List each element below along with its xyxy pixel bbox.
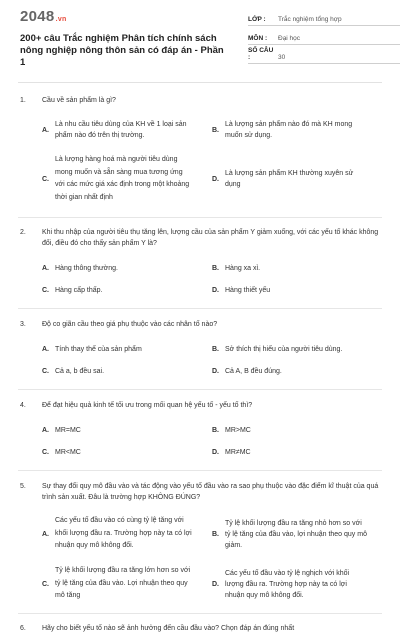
question-divider	[18, 613, 382, 614]
meta-panel	[248, 10, 400, 67]
option-text: Hàng thông thường.	[55, 264, 118, 272]
option-letter: C.	[42, 286, 49, 294]
option-text: Tính thay thế của sản phẩm	[55, 345, 142, 353]
question-divider	[18, 470, 382, 471]
page-title: 200+ câu Trắc nghiệm Phân tích chính sách nông nghiệp nông thôn sản có đáp án - Phần 1	[20, 33, 224, 68]
option-text: Hàng thiết yếu	[225, 286, 271, 294]
option-c[interactable]	[42, 441, 212, 463]
option-letter: A.	[42, 264, 49, 272]
option-letter: B.	[212, 264, 219, 272]
option-text: Các yếu tố đầu vào có cùng tỷ lệ tăng với khối lượng đầu ra. Trường hợp này ta có lợi nhuận quy mô không đổi.	[55, 517, 192, 550]
option-a[interactable]	[42, 257, 212, 279]
question-divider	[18, 389, 382, 390]
option-letter: A.	[42, 426, 49, 434]
option-d[interactable]	[212, 441, 382, 463]
question-divider	[18, 308, 382, 309]
option-letter: C.	[42, 448, 49, 456]
option-a[interactable]	[42, 338, 212, 360]
meta-key-class: LỚP :	[248, 16, 266, 23]
option-letter: C.	[42, 175, 49, 183]
option-b[interactable]	[212, 115, 382, 145]
option-letter: A.	[42, 530, 49, 538]
option-b[interactable]	[212, 257, 382, 279]
option-c[interactable]	[42, 360, 212, 382]
option-letter: D.	[212, 286, 219, 294]
question-stem: Cầu về sản phẩm là gì?	[42, 97, 116, 104]
option-text: Hàng cấp thấp.	[55, 286, 103, 294]
question-2	[20, 227, 382, 301]
logo-text: 2048	[20, 8, 55, 25]
option-text: MR=MC	[55, 426, 81, 434]
option-a[interactable]	[42, 511, 212, 557]
option-text: Sở thích thị hiếu của người tiêu dùng.	[225, 345, 343, 353]
option-letter: B.	[212, 530, 219, 538]
option-text: Là lượng hàng hoá mà người tiêu dùng mong muốn và sẵn sàng mua tương ứng với các mức giá xác định trong một khoảng thời gian nhất định	[55, 156, 190, 201]
question-stem: Sự thay đổi quy mô đầu vào và tác động vào yếu tố đầu vào ra sao phụ thuộc vào đặc điểm kĩ thuật của quá trình sản xuất. Đâu là trường hợp KHÔNG ĐÚNG?	[42, 483, 379, 501]
header-divider	[18, 82, 382, 83]
option-text: Cả A, B đều đúng.	[225, 367, 282, 375]
options-grid	[42, 257, 382, 301]
option-letter: B.	[212, 426, 219, 434]
question-6	[20, 623, 382, 634]
meta-key-subject: MÔN :	[248, 35, 268, 42]
question-4	[20, 400, 382, 463]
option-b[interactable]	[212, 419, 382, 441]
option-text: Là lượng sản phẩm KH thường xuyên sử dụng	[225, 170, 354, 188]
question-number: 4.	[20, 402, 26, 409]
question-number: 6.	[20, 625, 26, 632]
option-text: MR>MC	[225, 426, 251, 434]
question-number: 5.	[20, 483, 26, 490]
question-number: 2.	[20, 229, 26, 236]
option-text: Là nhu cầu tiêu dùng của KH về 1 loại sản phẩm nào đó trên thị trường.	[55, 121, 187, 139]
question-stem: Hãy cho biết yếu tố nào sẽ ảnh hưởng đến cầu đầu vào? Chọn đáp án đúng nhất	[42, 625, 295, 632]
question-stem: Để đạt hiệu quả kinh tế tối ưu trong mối quan hệ yếu tố - yếu tố thì?	[42, 402, 253, 409]
meta-value-subject: Đại học	[278, 35, 301, 42]
option-text: Hàng xa xỉ.	[225, 264, 261, 272]
option-text: Cả a, b đều sai.	[55, 367, 105, 375]
question-text	[20, 623, 382, 634]
option-c[interactable]	[42, 149, 212, 209]
question-stem: Khi thu nhập của người tiêu thụ tăng lên, lượng cầu của sản phẩm Y giảm xuống, với các yếu tố khác không đổi, điều đó cho thấy sản phẩm Y là?	[42, 229, 379, 247]
option-letter: B.	[212, 126, 219, 134]
question-5	[20, 481, 382, 607]
option-letter: C.	[42, 580, 49, 588]
question-divider	[18, 217, 382, 218]
meta-row-count	[248, 48, 400, 64]
option-c[interactable]	[42, 279, 212, 301]
options-grid	[42, 338, 382, 382]
options-grid	[42, 115, 382, 209]
options-grid	[42, 511, 382, 607]
option-d[interactable]	[212, 279, 382, 301]
option-d[interactable]	[212, 561, 382, 607]
question-text	[20, 400, 382, 411]
question-text	[20, 95, 382, 106]
option-letter: B.	[212, 345, 219, 353]
option-letter: A.	[42, 345, 49, 353]
question-number: 3.	[20, 321, 26, 328]
option-text: MR≠MC	[225, 448, 251, 456]
option-letter: A.	[42, 126, 49, 134]
options-grid	[42, 419, 382, 463]
option-text: Tỷ lệ khối lượng đầu ra tăng lớn hơn so với tỷ lệ tăng của đầu vào. Lợi nhuận theo quy mô tăng	[55, 567, 191, 600]
option-text: MR<MC	[55, 448, 81, 456]
option-letter: D.	[212, 580, 219, 588]
meta-row-subject	[248, 29, 400, 45]
question-3	[20, 319, 382, 382]
option-letter: D.	[212, 448, 219, 456]
option-b[interactable]	[212, 511, 382, 557]
meta-key-count: SỐ CÂU :	[248, 47, 274, 61]
option-letter: D.	[212, 367, 219, 375]
question-number: 1.	[20, 97, 26, 104]
option-text: Các yếu tố đầu vào tỷ lệ nghịch với khối lượng đầu ra. Trường hợp này ta có lợi nhuận quy mô không đổi.	[225, 569, 350, 599]
option-d[interactable]	[212, 149, 382, 209]
option-c[interactable]	[42, 561, 212, 607]
question-text	[20, 227, 382, 249]
meta-row-class	[248, 10, 400, 26]
option-a[interactable]	[42, 115, 212, 145]
option-text: Tỷ lệ khối lượng đầu ra tăng nhỏ hơn so với tỷ lệ tăng của đầu vào, lợi nhuận theo quy mô giảm.	[225, 519, 367, 549]
option-text: Là lượng sản phẩm nào đó mà KH mong muốn sử dụng.	[225, 121, 353, 139]
logo-suffix: .vn	[55, 16, 67, 23]
question-text	[20, 319, 382, 330]
option-a[interactable]	[42, 419, 212, 441]
option-letter: C.	[42, 367, 49, 375]
option-b[interactable]	[212, 338, 382, 360]
option-d[interactable]	[212, 360, 382, 382]
option-letter: D.	[212, 175, 219, 183]
question-1	[20, 95, 382, 209]
header	[20, 0, 382, 76]
meta-value-class: Trắc nghiệm tổng hợp	[278, 16, 342, 23]
meta-value-count: 30	[278, 54, 286, 61]
question-stem: Độ co giãn cầu theo giá phụ thuộc vào các nhân tố nào?	[42, 321, 218, 328]
question-text	[20, 481, 382, 503]
